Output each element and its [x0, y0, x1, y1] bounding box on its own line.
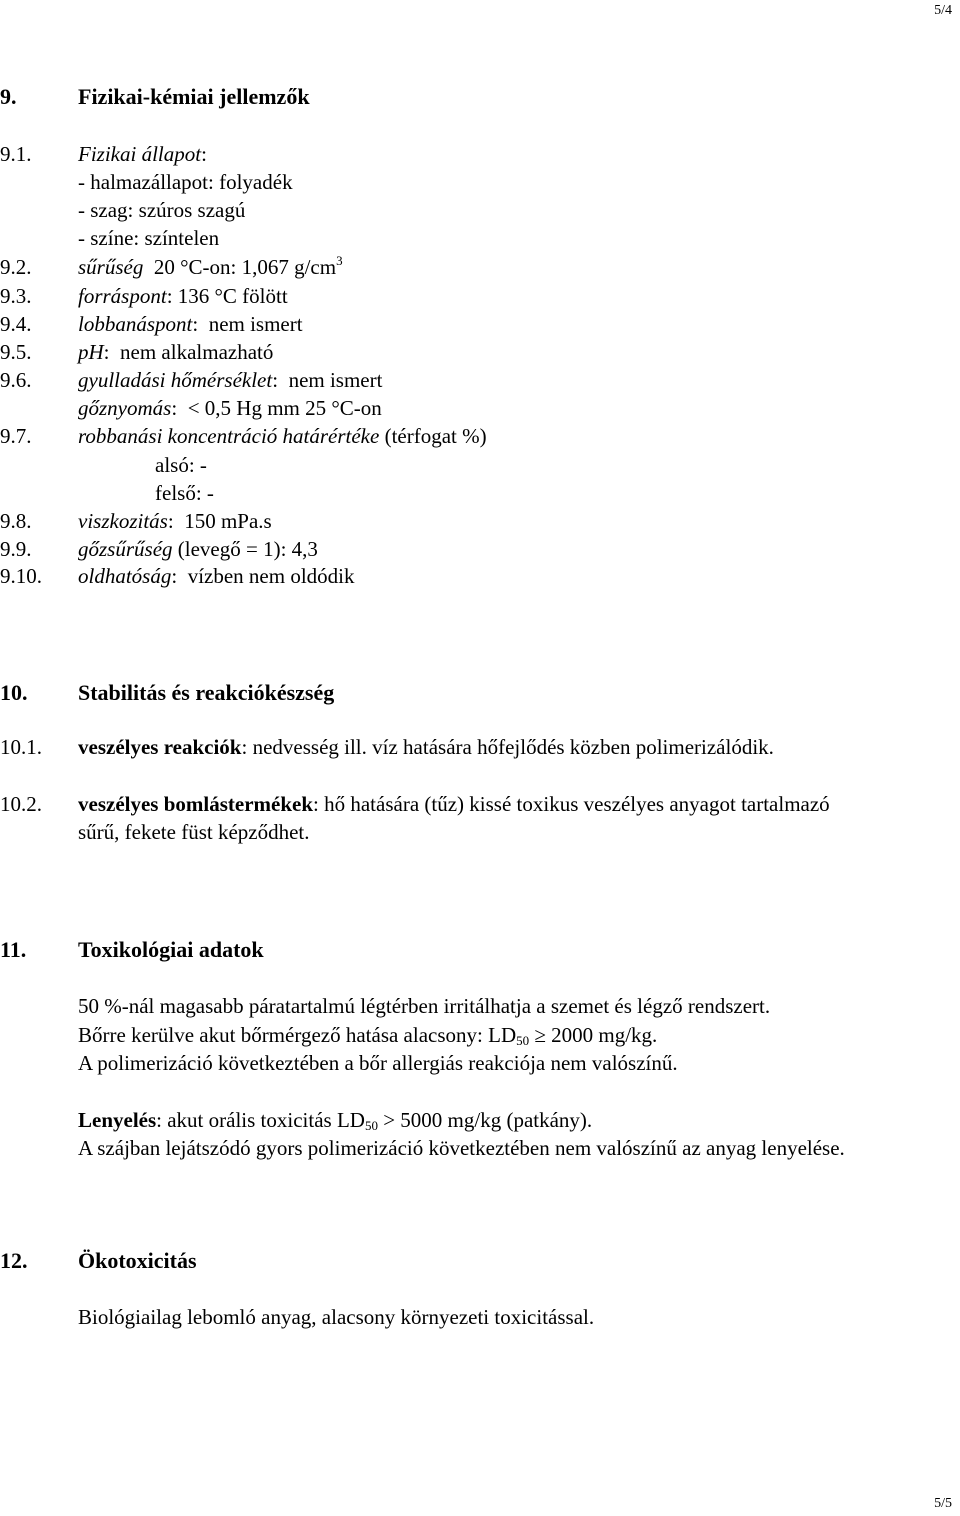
tox-paragraph-2 — [78, 1025, 657, 1046]
item-9-7-upper: felső: - — [155, 481, 214, 505]
eco-paragraph: Biológiailag lebomló anyag, alacsony környezeti toxicitással. — [78, 1305, 595, 1329]
item-value: 150 mPa.s — [184, 509, 272, 533]
item-number: 9.1. — [0, 142, 32, 166]
item-value: : nedvesség ill. víz hatására hőfejlődés közben polimerizálódik. — [241, 735, 774, 759]
item-term: oldhatóság — [78, 564, 172, 588]
item-number: 9.4. — [0, 312, 32, 336]
subscript: 50 — [364, 1118, 378, 1133]
item-9-7-lower: alsó: - — [155, 453, 207, 477]
tox-value: ≥ 2000 mg/kg. — [529, 1023, 658, 1047]
item-value: nem alkalmazható — [120, 340, 274, 364]
item-term: forráspont — [78, 284, 167, 308]
item-9-1-state: - halmazállapot: folyadék — [78, 170, 293, 194]
item-number: 9.9. — [0, 537, 32, 561]
section-title: Toxikológiai adatok — [78, 937, 264, 962]
section-title: Ökotoxicitás — [78, 1248, 197, 1273]
item-value: (térfogat %) — [384, 424, 487, 448]
item-value: nem ismert — [288, 368, 383, 392]
section-number: 11. — [0, 937, 27, 962]
item-number: 9.6. — [0, 368, 32, 392]
superscript: 3 — [336, 253, 343, 268]
section-title: Stabilitás és reakciókészség — [78, 680, 335, 705]
item-value: (levegő = 1): 4,3 — [177, 537, 318, 561]
item-term: gőznyomás — [78, 396, 172, 420]
section-number: 9. — [0, 84, 17, 109]
section-number: 12. — [0, 1248, 28, 1273]
subscript: 50 — [516, 1033, 530, 1048]
item-term: robbanási koncentráció határértéke — [78, 424, 380, 448]
item-9-1-color: - színe: színtelen — [78, 226, 220, 250]
section-title: Fizikai-kémiai jellemzők — [78, 84, 310, 109]
item-value: 136 °C fölött — [177, 284, 288, 308]
page-number-bottom: 5/5 — [934, 1496, 952, 1511]
item-value: nem ismert — [208, 312, 303, 336]
item-term: pH — [78, 340, 104, 364]
tox-paragraph-1: 50 %-nál magasabb páratartalmú légtérben irritálhatja a szemet és légző rendszert. — [78, 994, 771, 1018]
item-term: viszkozitás — [78, 509, 168, 533]
item-number: 9.2. — [0, 255, 32, 279]
item-term: veszélyes bomlástermékek — [78, 792, 314, 816]
tox-paragraph-3: A polimerizáció következtében a bőr allergiás reakciója nem valószínű. — [78, 1051, 678, 1075]
item-term: Fizikai állapot — [78, 142, 202, 166]
item-number: 9.10. — [0, 564, 42, 588]
item-9-1-odor: - szag: szúros szagú — [78, 198, 246, 222]
item-value: : hő hatására (tűz) kissé toxikus veszélyes anyagot tartalmazó — [313, 792, 830, 816]
item-term: gőzsűrűség — [78, 537, 173, 561]
item-term: gyulladási hőmérséklet — [78, 368, 273, 392]
tox-text: Bőrre kerülve akut bőrmérgező hatása alacsony: LD — [78, 1023, 517, 1047]
item-term: sűrűség — [78, 255, 144, 279]
item-number: 10.1. — [0, 735, 42, 759]
section-number: 10. — [0, 680, 28, 705]
tox-paragraph-5: A szájban lejátszódó gyors polimerizáció következtében nem valószínű az anyag lenyelése. — [78, 1136, 845, 1160]
item-value: vízben nem oldódik — [187, 564, 355, 588]
item-9-6-vapor-pressure: gőznyomás: < 0,5 Hg mm 25 °C-on — [78, 396, 382, 420]
tox-text: : akut orális toxicitás LD — [156, 1108, 365, 1132]
item-number: 9.5. — [0, 340, 32, 364]
item-value: < 0,5 Hg mm 25 °C-on — [187, 396, 382, 420]
item-value: 20 °C-on: 1,067 g/cm — [153, 255, 337, 279]
item-number: 9.7. — [0, 424, 32, 448]
item-number: 9.8. — [0, 509, 32, 533]
tox-term: Lenyelés — [78, 1108, 157, 1132]
tox-value: > 5000 mg/kg (patkány). — [377, 1108, 593, 1132]
item-number: 9.3. — [0, 284, 32, 308]
item-term: veszélyes reakciók — [78, 735, 242, 759]
item-number: 10.2. — [0, 792, 42, 816]
tox-ingestion — [78, 1110, 592, 1131]
page-number-top: 5/4 — [934, 3, 952, 18]
item-term: lobbanáspont — [78, 312, 193, 336]
item-10-2-continued: sűrű, fekete füst képződhet. — [78, 820, 310, 844]
